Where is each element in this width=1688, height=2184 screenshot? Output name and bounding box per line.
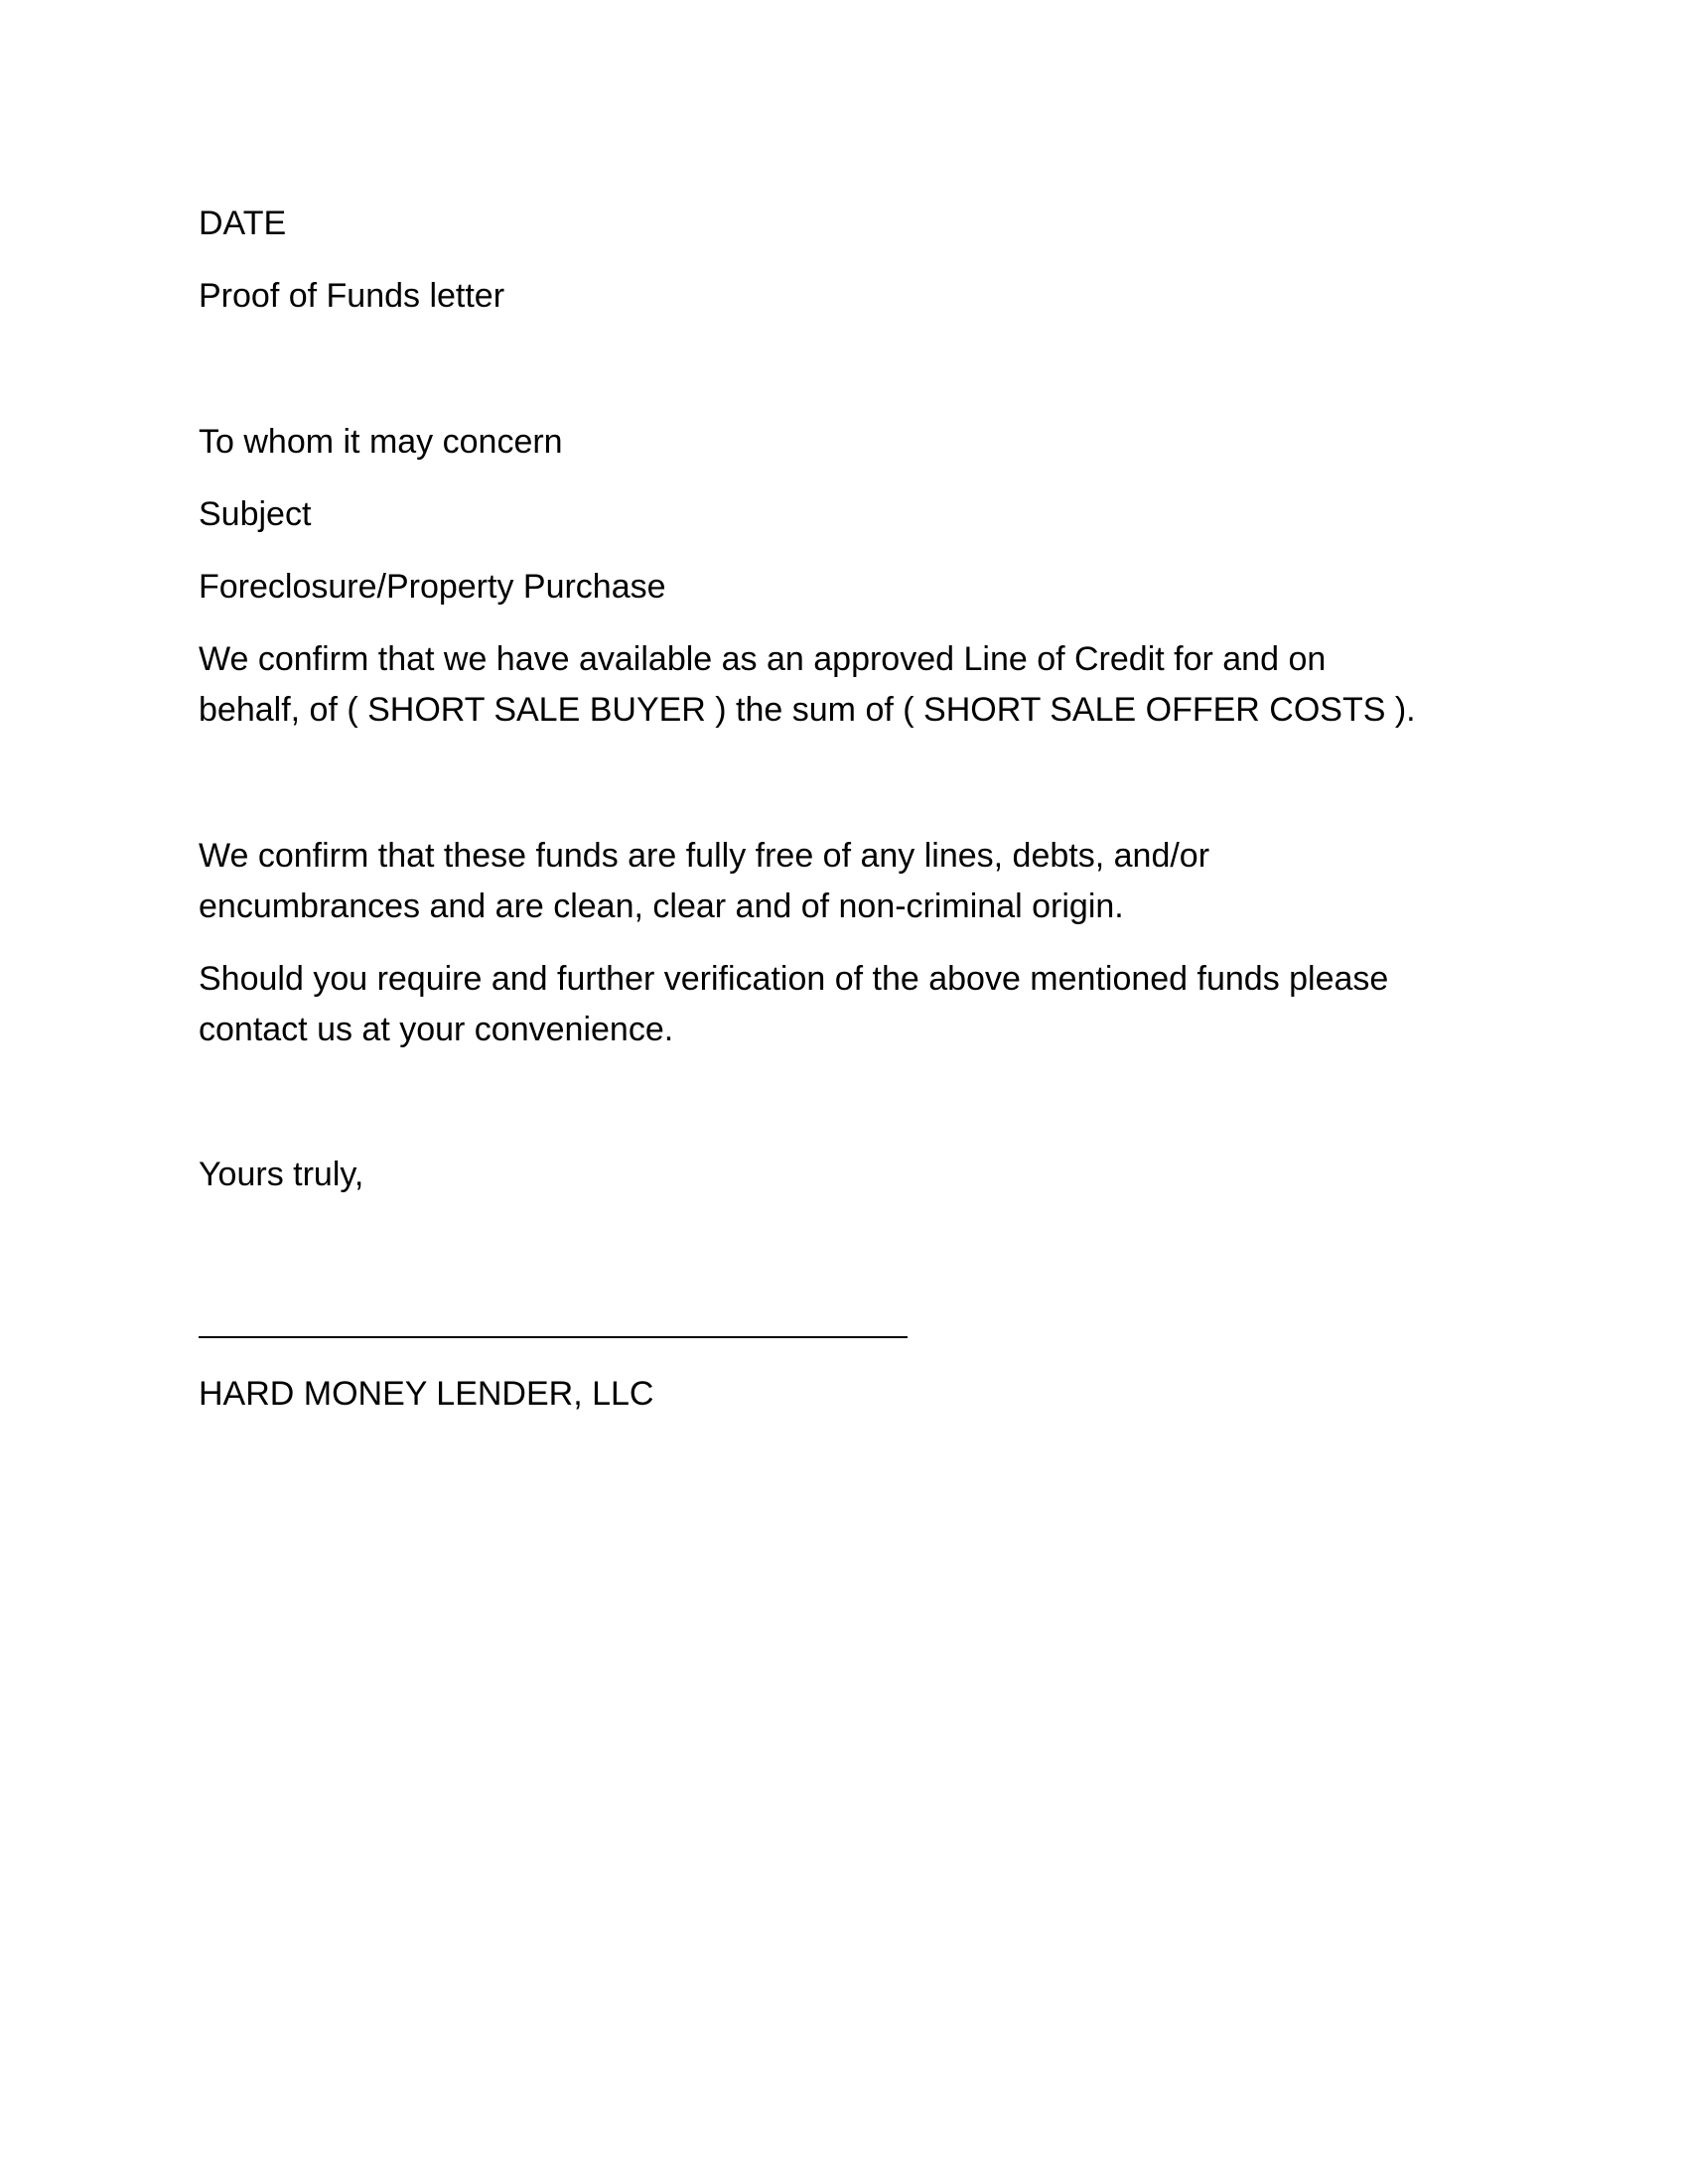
paragraph-line: behalf, of ( SHORT SALE BUYER ) the sum of ( SHORT SALE OFFER COSTS ).: [199, 691, 1416, 729]
subject-label: Subject: [199, 495, 312, 533]
paragraph-line: We confirm that we have available as an approved Line of Credit for and on: [199, 640, 1327, 678]
salutation: To whom it may concern: [199, 423, 563, 461]
paragraph-line: contact us at your convenience.: [199, 1011, 674, 1048]
paragraph-funds-free: [199, 831, 1509, 932]
paragraph-line: Should you require and further verification of the above mentioned funds please: [199, 960, 1389, 998]
subject-value: Foreclosure/Property Purchase: [199, 568, 666, 606]
date-line: DATE: [199, 205, 287, 242]
paragraph-line: encumbrances and are clean, clear and of non-criminal origin.: [199, 887, 1124, 925]
paragraph-line: We confirm that these funds are fully free of any lines, debts, and/or: [199, 837, 1210, 875]
paragraph-verification: [199, 954, 1509, 1055]
signature-line: [199, 1336, 908, 1338]
closing: Yours truly,: [199, 1156, 364, 1193]
paragraph-line-of-credit: [199, 634, 1509, 736]
signatory-name: HARD MONEY LENDER, LLC: [199, 1375, 654, 1413]
letter-title: Proof of Funds letter: [199, 277, 505, 315]
